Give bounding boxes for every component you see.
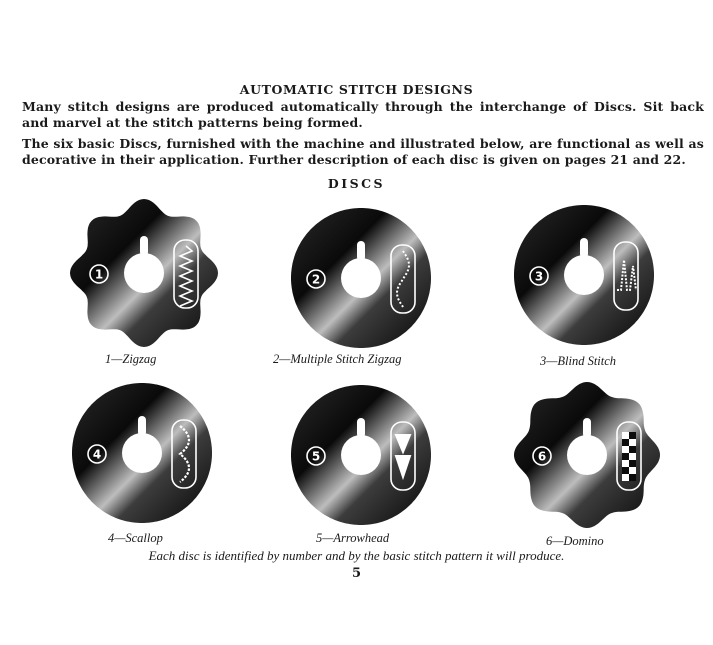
disc-number: 2 xyxy=(311,272,321,287)
page-title: AUTOMATIC STITCH DESIGNS xyxy=(239,82,474,97)
description-paragraph xyxy=(22,136,704,168)
disc-caption-6: 6—Domino xyxy=(546,534,604,548)
disc-caption-4: 4—Scallop xyxy=(108,531,163,545)
disc-1-zigzag xyxy=(69,198,219,348)
footnote: Each disc is identified by number and by the basic stitch pattern it will produce. xyxy=(148,548,565,563)
disc-caption-2: 2—Multiple Stitch Zigzag xyxy=(273,352,402,366)
disc-number: 3 xyxy=(534,269,544,284)
domino-cell xyxy=(629,460,636,467)
disc-graphic xyxy=(512,380,662,530)
disc-graphic xyxy=(509,200,659,350)
disc-5-arrowhead xyxy=(286,380,436,530)
domino-cell xyxy=(629,446,636,453)
stitch-pattern-domino xyxy=(622,432,636,481)
page-number: 5 xyxy=(351,566,362,581)
domino-cell xyxy=(629,467,636,474)
key-slot xyxy=(580,238,588,258)
center-hole xyxy=(341,435,381,475)
key-slot xyxy=(357,241,365,261)
domino-cell xyxy=(629,432,636,439)
disc-graphic xyxy=(67,378,217,528)
discs-heading: DISCS xyxy=(327,176,386,191)
domino-cell xyxy=(622,474,629,481)
disc-6-domino xyxy=(512,380,662,530)
disc-caption-3: 3—Blind Stitch xyxy=(540,354,617,368)
domino-cell xyxy=(622,446,629,453)
disc-graphic xyxy=(286,203,436,353)
disc-number: 4 xyxy=(92,447,102,462)
domino-cell xyxy=(629,439,636,446)
key-slot xyxy=(357,418,365,438)
center-hole xyxy=(341,258,381,298)
domino-cell xyxy=(622,460,629,467)
intro-paragraph: Many stitch designs are produced automatically through the interchange of Discs. Sit back and marvel at the stitch patterns being formed. xyxy=(22,99,704,130)
pages-reference: pages 21 and 22. xyxy=(564,152,686,167)
center-hole xyxy=(122,433,162,473)
domino-cell xyxy=(622,432,629,439)
domino-cell xyxy=(622,467,629,474)
center-hole xyxy=(564,255,604,295)
disc-number: 5 xyxy=(311,449,321,464)
domino-cell xyxy=(622,453,629,460)
domino-cell xyxy=(629,474,636,481)
disc-number: 6 xyxy=(537,449,547,464)
disc-caption-5: 5—Arrowhead xyxy=(316,531,390,545)
center-hole xyxy=(124,253,164,293)
disc-caption-1: 1—Zigzag xyxy=(105,352,157,366)
disc-graphic xyxy=(69,198,219,348)
center-hole xyxy=(567,435,607,475)
disc-graphic xyxy=(286,380,436,530)
disc-3-blind-stitch xyxy=(509,200,659,350)
key-slot xyxy=(140,236,148,256)
domino-cell xyxy=(629,453,636,460)
disc-2-multiple-stitch-zigzag xyxy=(286,203,436,353)
disc-4-scallop xyxy=(67,378,217,528)
description-text: The six basic Discs, furnished with the machine and illustrated below, are functional as well as decorative in their application. Further description of each disc is given on xyxy=(22,136,704,167)
key-slot xyxy=(583,418,591,438)
domino-cell xyxy=(622,439,629,446)
key-slot xyxy=(138,416,146,436)
disc-number: 1 xyxy=(94,267,104,282)
